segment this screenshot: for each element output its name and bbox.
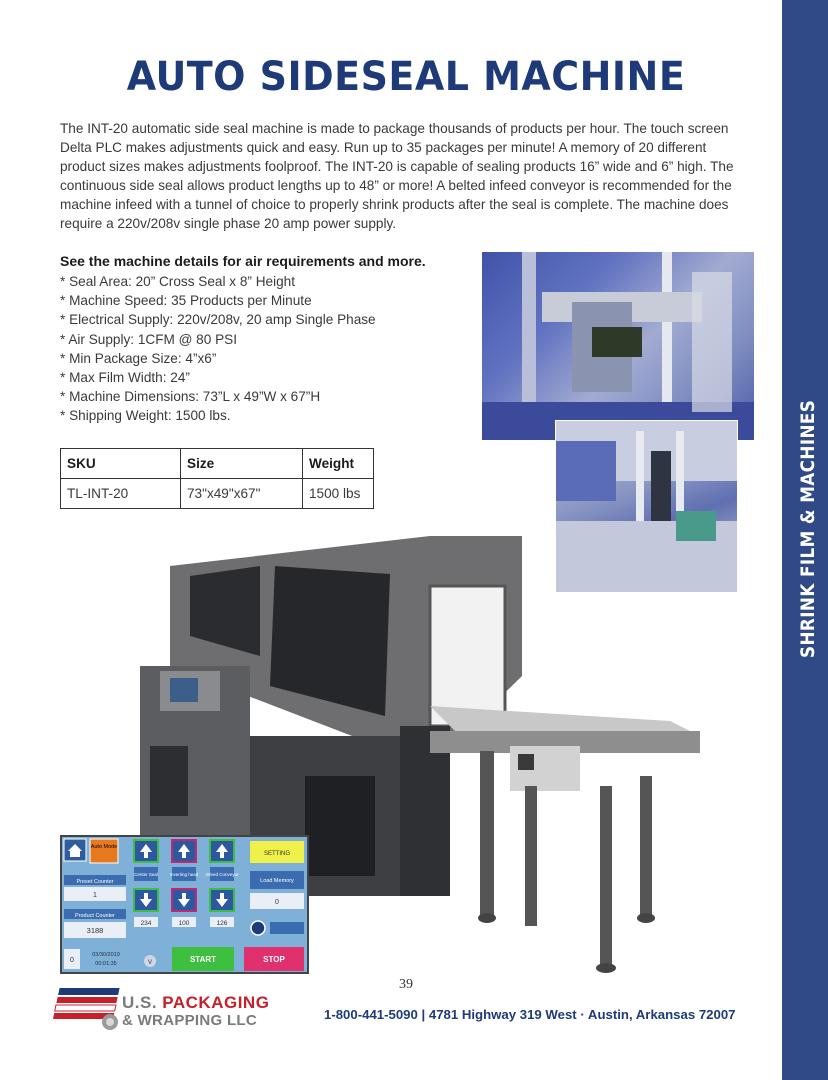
logo-us: U.S.: [122, 993, 163, 1012]
hmi-auto-mode-label: Auto Mode: [90, 844, 118, 850]
hmi-load-memory-label: Load Memory: [260, 878, 294, 884]
table-row: [61, 479, 374, 509]
hmi-setting-label: SETTING: [263, 851, 291, 857]
intro-paragraph: The INT-20 automatic side seal machine is made to package thousands of products per hour. The touch screen Delta PLC makes adjustments quick and easy. Run up to 35 packages per minute! A memory of 20 different product sizes makes adjustments foolproof. The INT-20 is capable of sealing products 16” wide and 6” high. The continuous side seal allows product lengths up to 48” or more! A belted infeed conveyor is recommended for the machine infeed with a tunnel of choice to properly shrink products after the seal is complete. The machine does require a 220v/208v single phase 20 amp power supply.: [60, 121, 734, 231]
hmi-inverting-head-value: 100: [178, 920, 190, 927]
hmi-date: 03/30/2019: [92, 952, 120, 958]
sidebar-label: SHRINK FILM & MACHINES: [797, 399, 819, 658]
spec-item: * Shipping Weight: 1500 lbs.: [60, 408, 231, 424]
header-size: Size: [181, 449, 303, 479]
machine-detail-photo-top: [482, 252, 754, 440]
hmi-center-seal-label: Center Seal: [134, 872, 158, 877]
hmi-product-counter-value: 3188: [86, 926, 104, 935]
hmi-preset-counter-value: 1: [93, 892, 97, 899]
page-number: 39: [399, 977, 413, 992]
footer-contact: 1-800-441-5090 | 4781 Highway 319 West · Austin, Arkansas 72007: [324, 1007, 736, 1022]
hmi-infeed-conveyor-label: Infeed Conveyor: [205, 872, 239, 877]
hmi-center-seal-value: 234: [140, 920, 152, 927]
hmi-load-memory-value: 0: [275, 899, 279, 906]
header-sku: SKU: [61, 449, 181, 479]
hmi-stop-label: STOP: [263, 955, 285, 964]
page-title: AUTO SIDESEAL MACHINE: [126, 54, 686, 100]
hmi-start-label: START: [189, 955, 217, 964]
spec-item: * Air Supply: 1CFM @ 80 PSI: [60, 331, 237, 347]
logo-packaging: PACKAGING: [162, 993, 270, 1012]
logo-line2: & WRAPPING LLC: [122, 1012, 258, 1029]
hmi-product-counter-label: Product Counter: [74, 913, 116, 919]
hmi-touchscreen-image: [60, 835, 309, 974]
spec-item: * Machine Dimensions: 73”L x 49”W x 67”H: [60, 389, 321, 405]
spec-item: * Seal Area: 20” Cross Seal x 8” Height: [60, 274, 295, 289]
cell-weight: 1500 lbs: [303, 479, 374, 509]
spec-item: * Min Package Size: 4”x6”: [60, 350, 217, 366]
logo-line1: [122, 993, 269, 1013]
hmi-time: 00:01:35: [95, 961, 117, 967]
spec-item: * Max Film Width: 24”: [60, 370, 190, 386]
hmi-v-button-label: V: [147, 960, 153, 966]
cell-size: 73"x49"x67": [181, 479, 303, 509]
table-header-row: [61, 449, 374, 479]
specs-list: [60, 272, 376, 426]
sku-table: [60, 448, 374, 509]
header-weight: Weight: [303, 449, 374, 479]
spec-item: * Machine Speed: 35 Products per Minute: [60, 293, 312, 309]
spec-item: * Electrical Supply: 220v/208v, 20 amp Single Phase: [60, 312, 376, 328]
specs-heading: See the machine details for air requirements and more.: [60, 253, 426, 269]
hmi-zero-value: 0: [70, 957, 74, 964]
hmi-inverting-head-label: Inverting head: [169, 872, 199, 877]
hmi-preset-counter-label: Preset Counter: [76, 879, 114, 885]
hmi-infeed-conveyor-value: 126: [216, 920, 228, 927]
cell-sku: TL-INT-20: [61, 479, 181, 509]
